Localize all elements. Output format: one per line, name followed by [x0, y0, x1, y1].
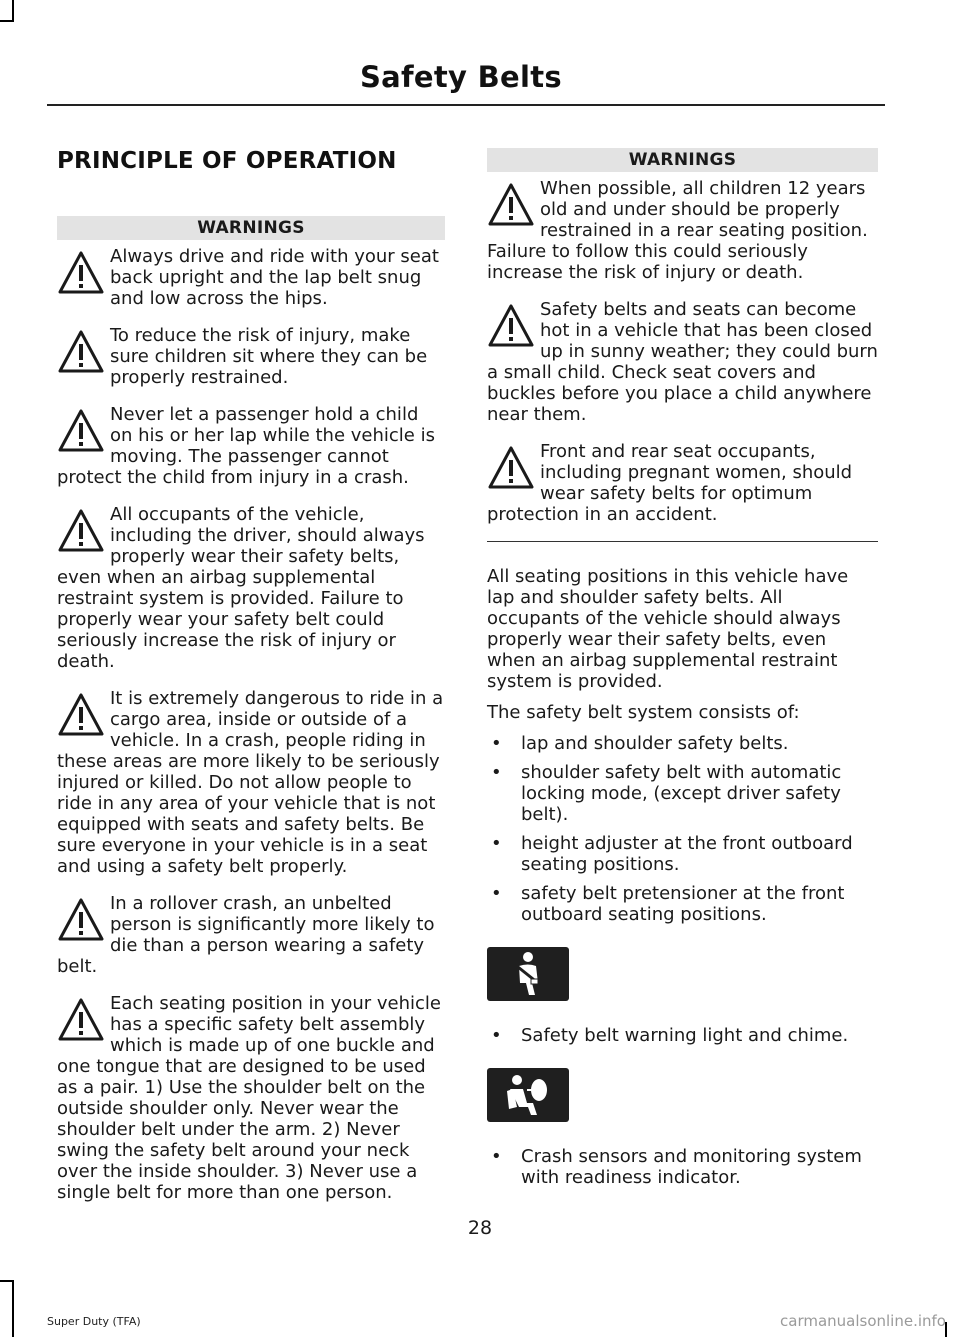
warning-text: Always drive and ride with your seat back upright and the lap belt snug and low across the hips.	[110, 246, 439, 309]
model-label: Super Duty (TFA)	[47, 1315, 141, 1328]
crop-mark	[0, 1280, 14, 1282]
warning-text: It is extremely dangerous to ride in a cargo area, inside or outside of a vehicle. In a crash, people riding in these areas are more likely to be seriously injured or killed. Do not allow people to ride in any area of your vehicle that is not equipped with seats and safety belts. Be sure everyone in your vehicle is in a seat and using a safety belt properly.	[57, 688, 444, 877]
warning-triangle-icon	[57, 508, 105, 554]
warning-text: To reduce the risk of injury, make sure children sit where they can be properly restrained.	[110, 325, 428, 388]
list-item: • Safety belt warning light and chime.	[487, 1025, 878, 1046]
watermark: carmanualsonline.info	[780, 1312, 946, 1330]
list-item: • Crash sensors and monitoring system with readiness indicator.	[487, 1146, 878, 1188]
warning-triangle-icon	[57, 997, 105, 1043]
warning-text: When possible, all children 12 years old and under should be properly restrained in a rear seating position. Failure to follow this could seriously increase the risk of injury or death.	[487, 178, 868, 283]
intro-paragraph: All seating positions in this vehicle have lap and shoulder safety belts. All occupants of the vehicle should always properly wear their safety belts, even when an airbag supplemental restraint system is provided.	[487, 566, 849, 692]
warning-triangle-icon	[57, 250, 105, 296]
crop-mark	[12, 0, 14, 22]
warning-text: Front and rear seat occupants, including pregnant women, should wear safety belts for optimum protection in an accident.	[487, 441, 853, 525]
warning-triangle-icon	[57, 692, 105, 738]
crop-mark	[0, 20, 14, 22]
system-list	[487, 733, 878, 925]
right-column	[487, 148, 878, 1196]
system-heading: The safety belt system consists of:	[487, 702, 800, 723]
list-item: • shoulder safety belt with automatic locking mode, (except driver safety belt).	[487, 762, 878, 825]
warning-triangle-icon	[487, 303, 535, 349]
page-number: 28	[467, 1217, 493, 1239]
warning-item	[57, 246, 445, 309]
warning-text: Each seating position in your vehicle has a specific safety belt assembly which is made up of one buckle and one tongue that are designed to be used as a pair. 1) Use the shoulder belt on the outside shoulder only. Never wear the shoulder belt under the arm. 2) Never swing the safety belt around your neck over the inside shoulder. 3) Never use a single belt for more than one person.	[57, 993, 441, 1203]
warning-item	[57, 993, 445, 1203]
warning-item	[487, 441, 878, 525]
airbag-readiness-icon	[487, 1068, 569, 1122]
warning-text: In a rollover crash, an unbelted person is significantly more likely to die than a person wearing a safety belt.	[57, 893, 435, 977]
warning-triangle-icon	[57, 408, 105, 454]
warning-item	[57, 325, 445, 388]
left-warnings-list	[57, 246, 445, 1203]
belt-warning-list	[487, 1025, 878, 1046]
list-item: • safety belt pretensioner at the front outboard seating positions.	[487, 883, 878, 925]
left-column	[57, 140, 445, 1219]
warning-item	[57, 688, 445, 877]
warning-triangle-icon	[57, 897, 105, 943]
page-header-title: Safety Belts	[359, 60, 562, 94]
warning-text: Safety belts and seats can become hot in a vehicle that has been closed up in sunny weather; they could burn a small child. Check seat covers and buckles before you place a child anywhere near them.	[487, 299, 878, 425]
warning-item	[57, 504, 445, 672]
seatbelt-warning-icon	[487, 947, 569, 1001]
warning-text: All occupants of the vehicle, including the driver, should always properly wear their safety belts, even when an airbag supplemental restraint system is provided. Failure to properly wear your safety belt could seriously increase the risk of injury or death.	[57, 504, 425, 672]
list-item: • lap and shoulder safety belts.	[487, 733, 878, 754]
warning-item	[487, 299, 878, 425]
warning-text: Never let a passenger hold a child on his or her lap while the vehicle is moving. The passenger cannot protect the child from injury in a crash.	[57, 404, 435, 488]
warning-item	[57, 893, 445, 977]
section-title: PRINCIPLE OF OPERATION	[57, 148, 397, 174]
warnings-end-divider	[487, 541, 878, 542]
crash-sensor-list	[487, 1146, 878, 1188]
warning-triangle-icon	[487, 445, 535, 491]
warning-item	[487, 178, 878, 283]
list-item: • height adjuster at the front outboard seating positions.	[487, 833, 878, 875]
warning-triangle-icon	[57, 329, 105, 375]
warnings-heading: WARNINGS	[487, 148, 878, 172]
crop-mark	[12, 1280, 14, 1337]
warning-item	[57, 404, 445, 488]
warnings-heading: WARNINGS	[57, 216, 445, 240]
right-warnings-list	[487, 178, 878, 525]
header-divider	[47, 104, 885, 106]
warning-triangle-icon	[487, 182, 535, 228]
